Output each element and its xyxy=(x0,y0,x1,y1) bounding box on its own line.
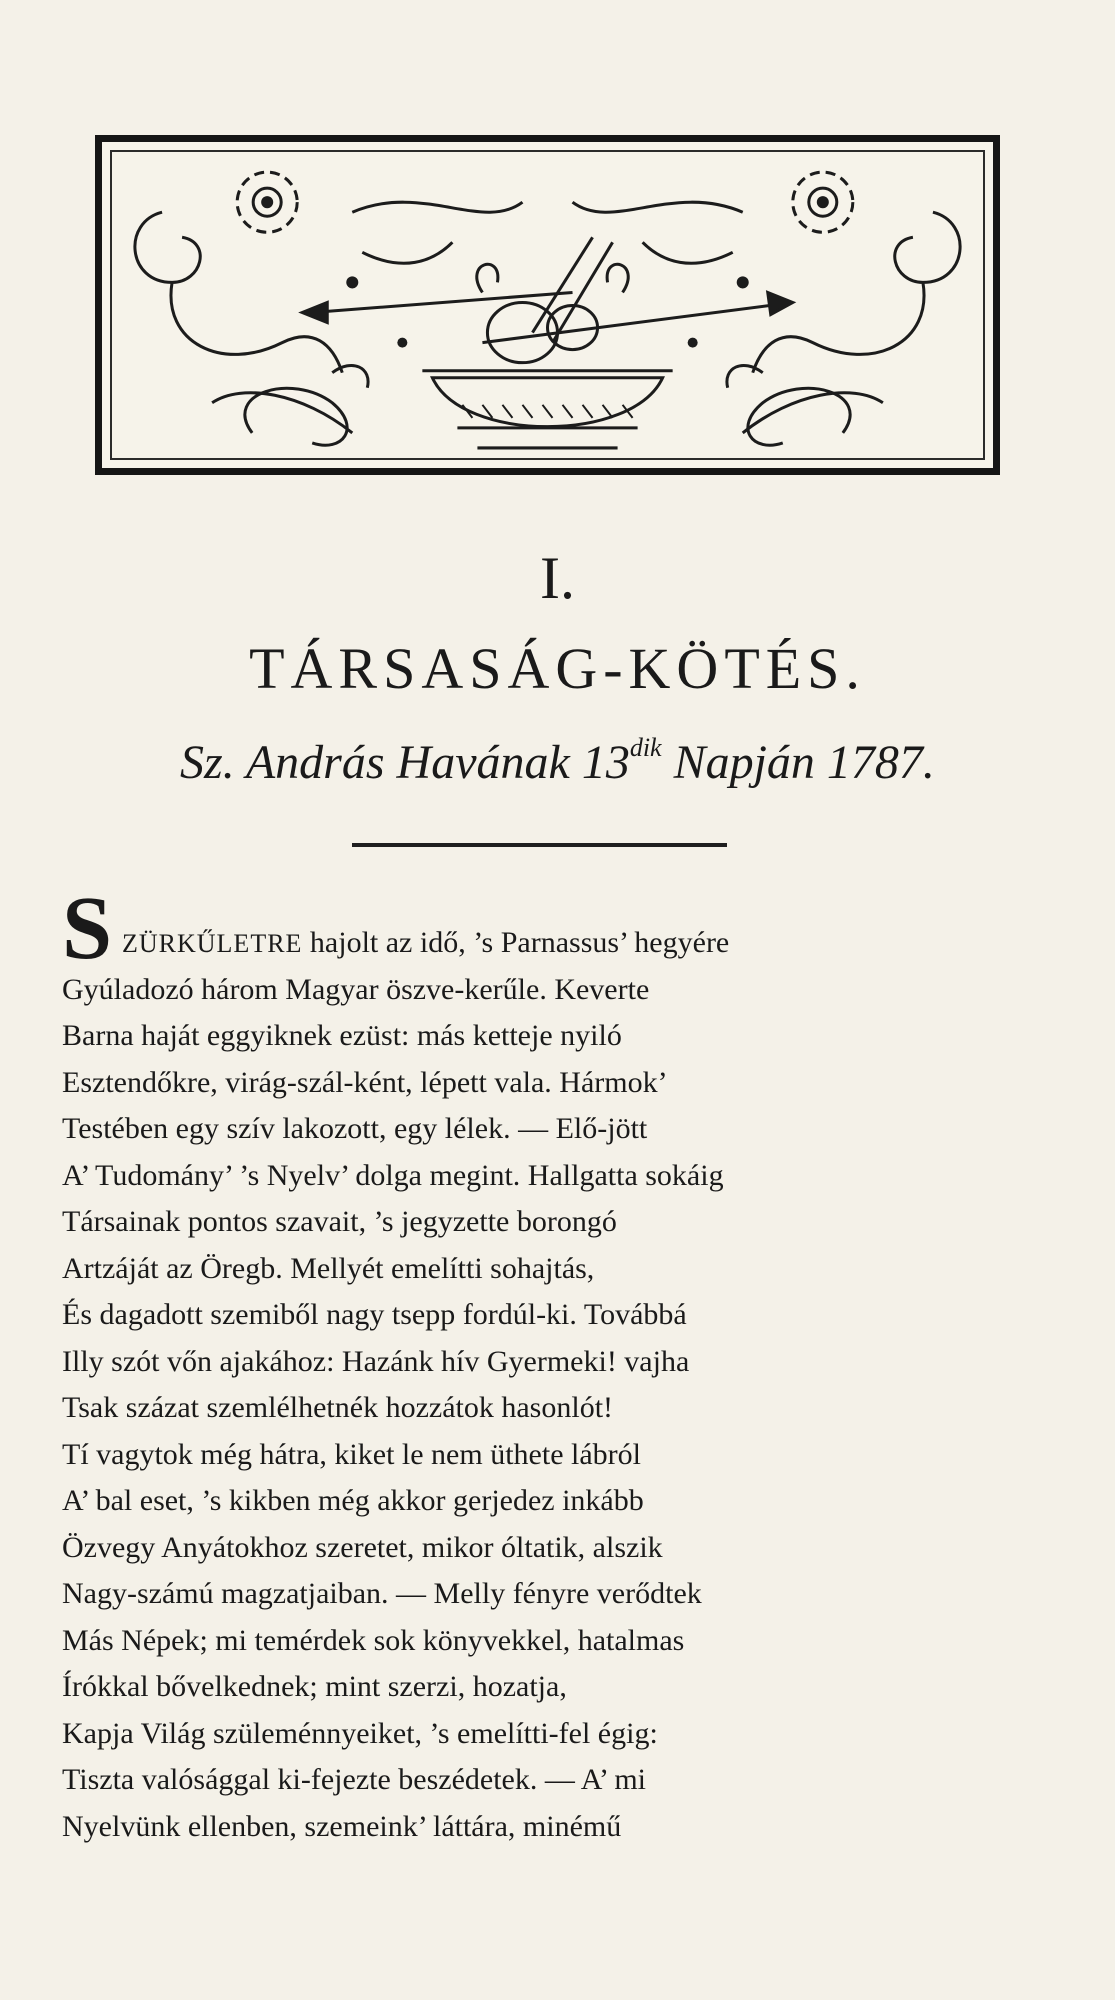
poem-line: Esztendőkre, virág-szál-ként, lépett vala. Hármok’ xyxy=(62,1065,668,1099)
poem-line: Gyúladozó három Magyar öszve-kerűle. Keverte xyxy=(62,972,650,1006)
poem-line: Más Népek; mi temérdek sok könyvekkel, hatalmas xyxy=(62,1623,685,1657)
first-line-rest: hajolt az idő, ’s Parnassus’ hegyére xyxy=(302,926,730,959)
poem-line: Testében egy szív lakozott, egy lélek. — Elő-jött xyxy=(62,1112,648,1145)
poem-text xyxy=(62,920,1062,1850)
poem-line: Artzáját az Öregb. Mellyét emelítti sohajtás, xyxy=(62,1251,595,1285)
poem-line: Tsak százat szemlélhetnék hozzátok hasonlót! xyxy=(62,1391,614,1424)
chapter-numeral: I. xyxy=(540,545,575,611)
poem-line: Illy szót vőn ajakához: Hazánk hív Gyermeki! vajha xyxy=(62,1344,690,1378)
poem-line: Özvegy Anyátokhoz szeretet, mikor óltatik, alszik xyxy=(62,1530,663,1564)
ornamental-headpiece xyxy=(95,135,1000,475)
poem-line: Tí vagytok még hátra, kiket le nem üthete lábról xyxy=(62,1437,641,1471)
poem-line: És dagadott szemiből nagy tsepp fordúl-ki. Továbbá xyxy=(62,1298,687,1331)
chapter-subtitle xyxy=(0,735,1115,787)
chapter-title: TÁRSASÁG-KÖTÉS. xyxy=(249,636,866,701)
poem-line: Tiszta valósággal ki-fejezte beszédetek. — A’ mi xyxy=(62,1763,646,1796)
poem-line: Nagy-számú magzatjaiban. — Melly fényre verődtek xyxy=(62,1577,702,1610)
subtitle-date-end: Napján 1787. xyxy=(661,736,935,789)
poem-line: Kapja Világ szüleménnyeiket, ’s emelítti-fel égig: xyxy=(62,1716,658,1750)
first-word-smallcaps: ZÜRKŰLETRE xyxy=(122,929,303,958)
poem-line xyxy=(62,920,1062,967)
poem-line: Írókkal bővelkednek; mint szerzi, hozatja, xyxy=(62,1670,567,1703)
poem-line: Társainak pontos szavait, ’s jegyzette borongó xyxy=(62,1205,617,1238)
divider-rule xyxy=(352,843,727,847)
poem-line: Barna haját eggyiknek ezüst: más ketteje nyiló xyxy=(62,1019,622,1052)
poem-line: A’ Tudomány’ ’s Nyelv’ dolga megint. Hallgatta sokáig xyxy=(62,1158,724,1192)
subtitle-superscript: dik xyxy=(629,733,662,762)
ornament-illustration xyxy=(102,142,993,468)
poem-line: A’ bal eset, ’s kikben még akkor gerjedez inkább xyxy=(62,1484,644,1517)
subtitle-date-text: Sz. András Havának 13 xyxy=(180,736,630,789)
poem-line: Nyelvünk ellenben, szemeink’ láttára, minémű xyxy=(62,1809,622,1843)
drop-cap: S xyxy=(62,879,113,978)
